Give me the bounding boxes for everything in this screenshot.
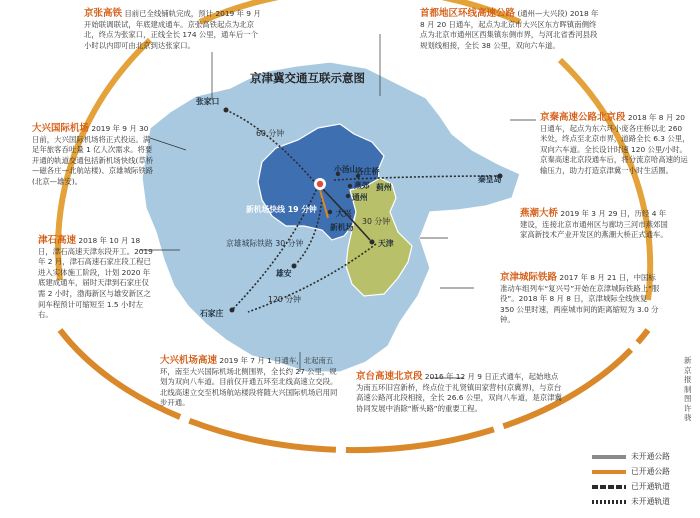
pin-xiongan <box>292 264 297 269</box>
box-jingtai-text: 2016 年 12 月 9 日正式通车，起始地点为南五环旧宫新桥，终点位于礼贤镇田家营村(京冀界)，与京台高速公路河北段相接，全长 26.6 公里，双向八车道，是京津冀协同发展中消除“断头路”的重要工程。 <box>356 372 562 413</box>
legend-label-road-planned: 未开通公路 <box>631 452 670 461</box>
label-duration-30-tianjin: 30 分钟 <box>362 217 390 226</box>
box-yanchao-head: 燕潮大桥 <box>520 208 559 219</box>
label-xinjichang-kuaixian: 新机场快线 19 分钟 <box>246 205 317 214</box>
pin-yanjiao <box>348 184 352 188</box>
label-xiongan: 雄安 <box>276 269 292 278</box>
box-jingqin-head: 京秦高速公路北京段 <box>540 112 626 123</box>
legend-swatch-road-open <box>592 470 626 474</box>
box-jingzhang-text: 目前已全线铺轨完成，预计 2019 年 9 月开始联调联试，年底建成通车。京张高铁起点为北京北，终点为张家口，正线全长 174 公里，通车后一个小时以内即可由北京到达张家口。 <box>84 9 261 50</box>
ring-right-arc <box>560 60 650 300</box>
label-gezhuang: 各庄桥 <box>356 167 380 176</box>
legend <box>592 449 670 509</box>
credit: 新京报制图许骁 <box>684 356 692 422</box>
legend-label-rail-open: 已开通轨道 <box>631 482 670 491</box>
box-yanchao-bridge <box>520 209 670 241</box>
legend-row-road-open <box>592 464 670 479</box>
label-zhangjiakou: 张家口 <box>196 97 220 106</box>
label-xinjichang: 新机场 <box>330 223 354 232</box>
label-tongzhou: 通州 <box>352 193 368 202</box>
legend-swatch-road-planned <box>592 455 626 459</box>
pin-tianjin <box>370 240 375 245</box>
box-jingjin-text: 2017 年 8 月 21 日，中国标准动车组列车“复兴号”开始在京津城际铁路上“服役”。2018 年 8 月 8 日，京津城际全线恢复 350 公里时速，两座城市间的距离缩短为 3.0 分钟。 <box>500 273 660 325</box>
box-capital-ring-head: 首都地区环线高速公路 <box>420 8 516 19</box>
label-daxing: 大兴 <box>336 209 352 218</box>
beijing-location-pin <box>314 178 326 190</box>
pin-shijiazhuang <box>230 308 235 313</box>
label-shijiazhuang: 石家庄 <box>200 309 224 318</box>
pin-zhangjiakou <box>224 108 229 113</box>
pin-tongzhou <box>346 194 350 198</box>
box-daxing-airport-head: 大兴国际机场 <box>32 123 90 134</box>
legend-row-road-planned <box>592 449 670 464</box>
box-daxing-airport-road <box>160 356 338 409</box>
box-jingzhang-head: 京张高铁 <box>84 8 123 19</box>
legend-swatch-rail-planned <box>592 500 626 504</box>
label-xiaotangshan: 小汤山 <box>334 165 358 174</box>
box-capital-ring <box>420 9 602 51</box>
legend-label-road-open: 已开通公路 <box>631 467 670 476</box>
legend-swatch-rail-open <box>592 485 626 489</box>
box-jingqin <box>540 113 690 177</box>
box-jinshi-text: 2018 年 10 月 18 日，津石高速天津东段开工。2019 年 2 月，津石高速石家庄段工程已进入实体施工阶段，计划 2020 年底建成通车，届时天津到石家庄仅需 2 小时，渤海新区与雄安新区之间车程预计可缩短至 1.5 小时左右。 <box>38 236 153 320</box>
box-jingqin-text: 2018 年 8 月 20 日通车，起点为东六环小庞各庄桥以北 260 米处，终点至北京市界，道路全长 6.3 公里，双向六车道。全长设计时速 120 公里/小时。京秦高速北京段通车后，将分流京哈高速的运输压力，助力打造京津冀一小时生活圈。 <box>540 113 690 175</box>
label-duration-60: 60 分钟 <box>256 129 284 138</box>
legend-label-rail-planned: 未开通轨道 <box>631 497 670 506</box>
label-yanjiao: 燕郊 <box>354 181 370 190</box>
map-title: 京津冀交通互联示意图 <box>250 71 365 85</box>
label-qinhuangdao: 秦皇岛 <box>478 175 502 184</box>
box-jingtai-head: 京台高速北京段 <box>356 371 423 382</box>
box-yanchao-text: 2019 年 3 月 29 日，历经 4 年建设，连接北京市通州区与廊坊三河市燕郊国家高新技术产业开发区的燕潮大桥正式通车。 <box>520 209 668 240</box>
box-daxing-airport <box>32 124 154 188</box>
legend-row-rail-planned <box>592 494 670 509</box>
box-capital-ring-text: (通州—大兴段) 2018 年 8 月 20 日通车，起点为北京市大兴区东方晖镇南侧终点为北京市通州区西集镇东侧市界，与河北省香河县段规划线相接，全长 38 公里，双向六车道。 <box>420 9 599 50</box>
label-jingxiong: 京雄城际铁路 30 分钟 <box>226 239 304 248</box>
legend-row-rail-open <box>592 479 670 494</box>
box-jingtai <box>356 372 562 414</box>
box-jinshi-head: 津石高速 <box>38 235 77 246</box>
box-jinshi <box>38 236 154 321</box>
box-jingjin-head: 京津城际铁路 <box>500 272 558 283</box>
box-daxing-road-head: 大兴机场高速 <box>160 355 218 366</box>
label-jinzhou: 蓟州 <box>376 183 392 192</box>
box-daxing-road-text: 2019 年 7 月 1 日通车，北起南五环，南至大兴国际机场北侧围界，全长约 27 公里，规划为双向八车道。目前仅开通五环至北线高速立交段。北线高速立交至机场航站楼段将随大兴国际机场启用同步开通。 <box>160 356 338 408</box>
pin-daxing <box>328 210 332 214</box>
label-tianjin: 天津 <box>378 239 394 248</box>
box-daxing-airport-text: 2019 年 9 月 30 日前，大兴国际机场将正式投运。满足年旅客吞吐量 1 亿人次需求。将要开通的轨道交通包括新机场快线(草桥—磁各庄—北航站楼)、京雄城际铁路(北京—雄安)。 <box>32 124 154 186</box>
box-jingjin-intercity <box>500 273 660 326</box>
label-duration-120: 120 分钟 <box>268 295 301 304</box>
box-jingzhang-gaotie <box>84 9 264 51</box>
